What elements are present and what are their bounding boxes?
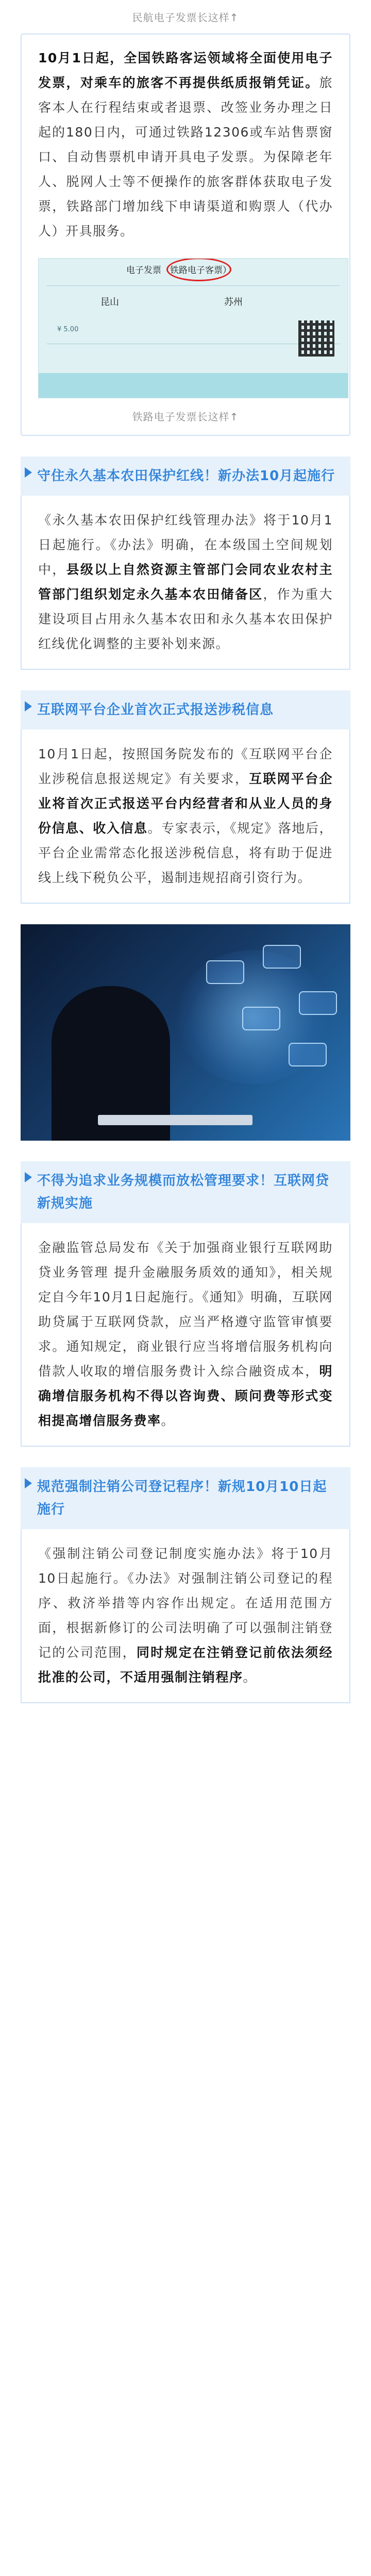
ticket-footer-band [39,373,348,398]
section-heading-farmland [21,456,350,496]
railway-invoice-box [21,33,350,436]
section-heading-internet-loan [21,1161,350,1223]
image-caption-railway-invoice: 铁路电子发票长这样↑ [132,411,239,423]
red-highlight-circle [166,258,231,281]
company-deregistration-paragraph [38,1541,333,1690]
paragraph-text: ，作为重大建设项目占用永久基本农田和永久基本农田保护红线优化调整的主要补划来源。 [38,587,333,651]
ticket-from-station: 昆山 [100,297,119,308]
ticket-title: 电子发票（铁路电子客票） [126,265,231,276]
triangle-arrow-icon [25,1172,32,1182]
paragraph-text: 旅客本人在行程结束或者退票、改签业务办理之日起的180日内，可通过铁路12306或车站售票窗口、自动售票机申请开具电子发票。为保障老年人、脱网人士等不便操作的旅客群体获取电子发票，铁路部门增加线下申请渠道和购票人（代办人）开具服务。 [38,75,333,239]
paragraph-text: 金融监管总局发布《关于加强商业银行互联网助贷业务管理 提升金融服务质效的通知》，相关规定自今年10月1日起施行。《通知》明确，互联网助贷属于互联网贷款，应当严格遵守监管审慎要求。通知规定，商业银行应当将增信服务机构向借款人收取的增信服务费计入综合融资成本， [38,1240,333,1379]
hologram-node [289,1043,327,1066]
bold-text: 互联网平台企业将首次正式报送平台内经营者和从业人员的身份信息、收入信息 [38,771,333,836]
ticket-image-wrap [38,258,333,398]
section-heading-tax-info [21,690,350,730]
heading-text: 规范强制注销公司登记程序！新规10月10日起施行 [37,1479,327,1517]
image-caption-airline-invoice: 民航电子发票长这样↑ [132,11,239,24]
paragraph-text: 《永久基本农田保护红线管理办法》将于10月1日起施行。《办法》明确，在本级国土空间规划中， [38,513,333,577]
heading-text: 守住永久基本农田保护红线！新办法10月起施行 [37,468,335,484]
heading-text: 互联网平台企业首次正式报送涉税信息 [37,702,274,718]
section-body-company-deregistration [21,1529,350,1703]
section-body-farmland [21,496,350,670]
triangle-arrow-icon [25,1478,32,1488]
hologram-node [299,991,337,1015]
paragraph-text: 10月1日起，按照国务院发布的《互联网平台企业涉税信息报送规定》有关要求， [38,747,333,786]
hologram-node [242,1007,280,1030]
ticket-divider [47,285,340,286]
hologram-node [263,945,301,969]
paragraph-text: 。 [161,1413,175,1428]
ticket-price: ¥ 5.00 [57,326,79,333]
section-heading-company-deregistration [21,1467,350,1529]
paragraph-text: 。 [243,1670,257,1685]
section-body-tax-info [21,730,350,904]
laptop-shape [98,1115,252,1125]
farmland-paragraph [38,508,333,656]
paragraph-text: 。专家表示，《规定》落地后，平台企业需常态化报送涉税信息，将有助于促进线上线下税负公平，遏制违规招商引资行为。 [38,821,333,885]
railway-invoice-paragraph [38,46,333,244]
bold-lead: 10月1日起，全国铁路客运领域将全面使用电子发票，对乘车的旅客不再提供纸质报销凭证。 [38,50,333,90]
bold-text: 县级以上自然资源主管部门会同农业农村主管部门组织划定永久基本农田储备区 [38,562,333,602]
triangle-arrow-icon [25,701,32,711]
qr-code-icon [298,320,334,357]
bottom-spacer [0,1703,371,1719]
internet-loan-paragraph [38,1235,333,1433]
bold-text: 同时规定在注销登记前依法须经批准的公司，不适用强制注销程序 [38,1645,333,1685]
tax-info-paragraph [38,742,333,890]
railway-e-invoice-image [38,258,348,398]
heading-text: 不得为追求业务规模而放松管理要求！互联网贷新规实施 [37,1173,330,1211]
paragraph-text: 《强制注销公司登记制度实施办法》将于10月10日起施行。《办法》对强制注销公司登记的程序、救济举措等内容作出规定。在适用范围方面，根据新修订的公司法明确了可以强制注销登记的公司范围， [38,1546,333,1660]
hologram-node [206,960,244,984]
triangle-arrow-icon [25,467,32,478]
digital-finance-photo [21,924,350,1141]
bold-text: 明确增信服务机构不得以咨询费、顾问费等形式变相提高增信服务费率 [38,1364,333,1428]
section-body-internet-loan [21,1223,350,1447]
ticket-to-station: 苏州 [224,297,243,308]
